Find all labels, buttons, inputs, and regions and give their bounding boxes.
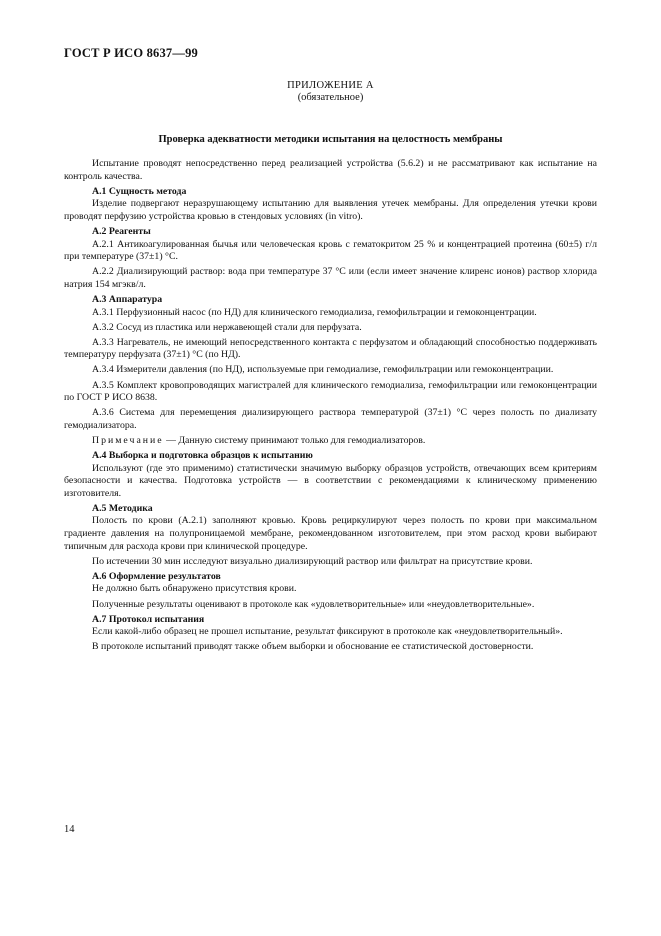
paragraph-a5-1: Полость по крови (А.2.1) заполняют кровью. Кровь рециркулируют через полость по крови при максимальном градиенте давления на полупроницаемой мембране, рекомендованном изготовителем, при этом расход крови выбирают типичным для расхода крови при клинической процедуре. bbox=[64, 515, 597, 552]
paragraph-a3-1: А.3.1 Перфузионный насос (по НД) для клинического гемодиализа, гемофильтрации и гемоконцентрации. bbox=[92, 306, 537, 318]
paragraph-a7-1: Если какой-либо образец не прошел испытание, результат фиксируют в протоколе как «неудовлетворительный». bbox=[92, 626, 563, 638]
heading-a2: А.2 Реагенты bbox=[92, 225, 151, 237]
document-code: ГОСТ Р ИСО 8637—99 bbox=[64, 46, 198, 60]
paragraph-a1: Изделие подвергают неразрушающему испытанию для выявления утечек мембраны. Для определения утечки крови проводят перфузию устройства кровью в стендовых условиях (in vitro). bbox=[64, 198, 597, 222]
annex-title: ПРИЛОЖЕНИЕ А bbox=[287, 80, 374, 91]
note-paragraph bbox=[64, 435, 597, 448]
paragraph-a4: Используют (где это применимо) статистически значимую выборку образцов устройств, отвечающих всем критериям безопасности и качества. Подготовка устройств — в соответствии с рекомендациями к клиническому применению изготовителя. bbox=[64, 462, 597, 499]
paragraph-a7-2: В протоколе испытаний приводят также объем выборки и обоснование ее статистической достоверности. bbox=[92, 641, 534, 653]
paragraph-a2-2: А.2.2 Диализирующий раствор: вода при температуре 37 °С или (если имеет значение клиренс ионов) раствор хлорида натрия 154 мгэкв/л. bbox=[64, 266, 597, 290]
paragraph-a6-1: Не должно быть обнаружено присутствия крови. bbox=[92, 583, 297, 595]
heading-a3: А.3 Аппаратура bbox=[92, 293, 163, 305]
document-body bbox=[64, 158, 597, 656]
intro-paragraph: Испытание проводят непосредственно перед реализацией устройства (5.6.2) и не рассматривают как испытание на контроль качества. bbox=[64, 158, 597, 182]
paragraph-a3-5: А.3.5 Комплект кровопроводящих магистралей для клинического гемодиализа, гемофильтрации или гемоконцентрации по ГОСТ Р ИСО 8638. bbox=[64, 379, 597, 404]
heading-a4: А.4 Выборка и подготовка образцов к испытанию bbox=[92, 449, 313, 461]
heading-a1: А.1 Сущность метода bbox=[92, 185, 187, 197]
paragraph-a3-3: А.3.3 Нагреватель, не имеющий непосредственного контакта с перфузатом и обладающий способностью поддерживать температуру перфузата (37±1) °С (по НД). bbox=[64, 336, 597, 361]
section-title: Проверка адекватности методики испытания на целостность мембраны bbox=[158, 134, 503, 145]
paragraph-a2-1: А.2.1 Антикоагулированная бычья или человеческая кровь с гематокритом 25 % и концентрацией протеина (60±5) г/л при температуре (37±1) °С. bbox=[64, 238, 597, 263]
note-text: — Данную систему принимают только для гемодиализаторов. bbox=[163, 434, 426, 446]
heading-a5: А.5 Методика bbox=[92, 502, 153, 514]
paragraph-a6-2: Полученные результаты оценивают в протоколе как «удовлетворительные» или «неудовлетворительные». bbox=[92, 598, 535, 610]
paragraph-a3-4: А.3.4 Измерители давления (по НД), используемые при гемодиализе, гемофильтрации или гемоконцентрации. bbox=[92, 364, 554, 376]
note-label: Примечание bbox=[92, 434, 164, 446]
paragraph-a3-2: А.3.2 Сосуд из пластика или нержавеющей стали для перфузата. bbox=[92, 321, 362, 333]
heading-a7: А.7 Протокол испытания bbox=[92, 613, 205, 625]
heading-a6: А.6 Оформление результатов bbox=[92, 570, 221, 582]
page-number: 14 bbox=[64, 824, 75, 835]
paragraph-a3-6: А.3.6 Система для перемещения диализирующего раствора температурой (37±1) °С через полость по диализату гемодиализатора. bbox=[64, 407, 597, 431]
annex-subtitle: (обязательное) bbox=[297, 92, 364, 103]
paragraph-a5-2: По истечении 30 мин исследуют визуально диализирующий раствор или фильтрат на присутствие крови. bbox=[92, 555, 533, 567]
